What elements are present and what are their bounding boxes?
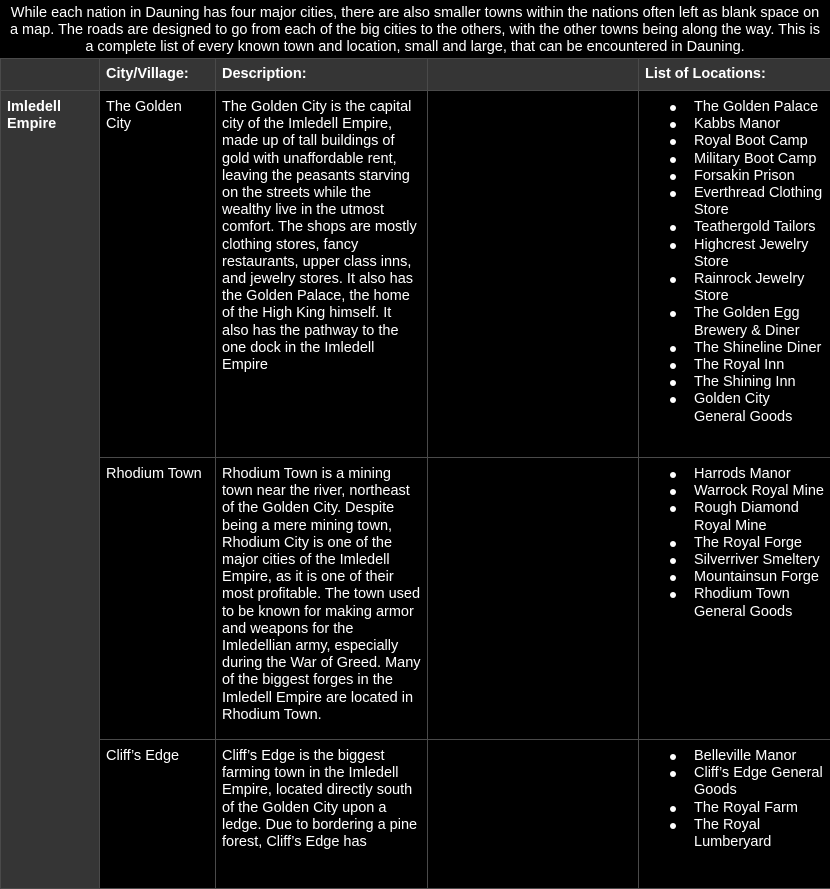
locations-list xyxy=(639,466,824,621)
empty-cell xyxy=(428,91,639,458)
bullet-icon xyxy=(670,754,676,760)
list-item: Golden City General Goods xyxy=(694,391,824,425)
list-item: Mountainsun Forge xyxy=(694,569,824,586)
list-item: The Golden Palace xyxy=(694,99,824,116)
bullet-icon xyxy=(670,105,676,111)
city-description: Rhodium Town is a mining town near the river, northeast of the Golden City. Despite being a mere mining town, Rhodium City is one of the major cities of the Imledell Empire, as it is one of their most profitable. The town used to be known for making armor and weapons for the Imledellian army, especially during the War of Greed. Many of the biggest forges in the Imledell Empire are located in Rhodium Town. xyxy=(216,458,428,740)
bullet-icon xyxy=(670,397,676,403)
bullet-icon xyxy=(670,139,676,145)
header-locations: List of Locations: xyxy=(639,59,830,91)
bullet-icon xyxy=(670,346,676,352)
bullet-icon xyxy=(670,489,676,495)
city-description: Cliff’s Edge is the biggest farming town in the Imledell Empire, located directly south of the Golden City upon a ledge. Due to bordering a pine forest, Cliff’s Edge has xyxy=(216,740,428,889)
list-item: Rainrock Jewelry Store xyxy=(694,271,824,305)
locations-cell xyxy=(639,458,830,740)
bullet-icon xyxy=(670,823,676,829)
empty-cell xyxy=(428,740,639,889)
list-item: Silverriver Smeltery xyxy=(694,552,824,569)
list-item: Belleville Manor xyxy=(694,748,824,765)
locations-cell xyxy=(639,91,830,458)
list-item: Harrods Manor xyxy=(694,466,824,483)
list-item: Royal Boot Camp xyxy=(694,133,824,150)
header-nation xyxy=(1,59,100,91)
bullet-icon xyxy=(670,541,676,547)
locations-table xyxy=(0,58,830,889)
nation-cell: Imledell Empire xyxy=(1,91,100,889)
bullet-icon xyxy=(670,122,676,128)
list-item: Highcrest Jewelry Store xyxy=(694,237,824,271)
list-item: The Royal Lumberyard xyxy=(694,817,824,851)
bullet-icon xyxy=(670,243,676,249)
locations-list xyxy=(639,748,824,851)
list-item: Kabbs Manor xyxy=(694,116,824,133)
bullet-icon xyxy=(670,558,676,564)
city-name: Rhodium Town xyxy=(100,458,216,740)
bullet-icon xyxy=(670,311,676,317)
list-item: The Royal Inn xyxy=(694,357,824,374)
header-blank xyxy=(428,59,639,91)
bullet-icon xyxy=(670,380,676,386)
city-name: Cliff’s Edge xyxy=(100,740,216,889)
list-item: Rough Diamond Royal Mine xyxy=(694,500,824,534)
list-item: The Shineline Diner xyxy=(694,340,824,357)
locations-cell xyxy=(639,740,830,889)
bullet-icon xyxy=(670,191,676,197)
list-item: Rhodium Town General Goods xyxy=(694,586,824,620)
table-row xyxy=(1,91,830,458)
list-item: Teathergold Tailors xyxy=(694,219,824,236)
empty-cell xyxy=(428,458,639,740)
bullet-icon xyxy=(670,472,676,478)
list-item: Warrock Royal Mine xyxy=(694,483,824,500)
table-row xyxy=(1,458,830,740)
list-item: Everthread Clothing Store xyxy=(694,185,824,219)
bullet-icon xyxy=(670,225,676,231)
city-description: The Golden City is the capital city of the Imledell Empire, made up of tall buildings of gold with unaffordable rent, leaving the peasants starving on the streets while the wealthy live in the utmost comfort. The shops are mostly clothing stores, fancy restaurants, upper class inns, and jewelry stores. It also has the Golden Palace, the home of the High King himself. It also has the pathway to the one dock in the Imledell Empire xyxy=(216,91,428,458)
list-item: The Royal Forge xyxy=(694,535,824,552)
bullet-icon xyxy=(670,363,676,369)
header-city: City/Village: xyxy=(100,59,216,91)
bullet-icon xyxy=(670,174,676,180)
list-item: Military Boot Camp xyxy=(694,151,824,168)
bullet-icon xyxy=(670,277,676,283)
intro-paragraph: While each nation in Dauning has four major cities, there are also smaller towns within the nations often left as blank space on a map. The roads are designed to go from each of the big cities to the others, with the other towns being along the way. This is a complete list of every known town and location, small and large, that can be encountered in Dauning. xyxy=(0,0,830,58)
table-header-row xyxy=(1,59,830,91)
list-item: Cliff’s Edge General Goods xyxy=(694,765,824,799)
list-item: The Shining Inn xyxy=(694,374,824,391)
bullet-icon xyxy=(670,771,676,777)
locations-list xyxy=(639,99,824,426)
list-item: Forsakin Prison xyxy=(694,168,824,185)
header-description: Description: xyxy=(216,59,428,91)
bullet-icon xyxy=(670,575,676,581)
bullet-icon xyxy=(670,806,676,812)
bullet-icon xyxy=(670,592,676,598)
bullet-icon xyxy=(670,506,676,512)
bullet-icon xyxy=(670,157,676,163)
list-item: The Golden Egg Brewery & Diner xyxy=(694,305,824,339)
list-item: The Royal Farm xyxy=(694,800,824,817)
table-row xyxy=(1,740,830,889)
city-name: The Golden City xyxy=(100,91,216,458)
